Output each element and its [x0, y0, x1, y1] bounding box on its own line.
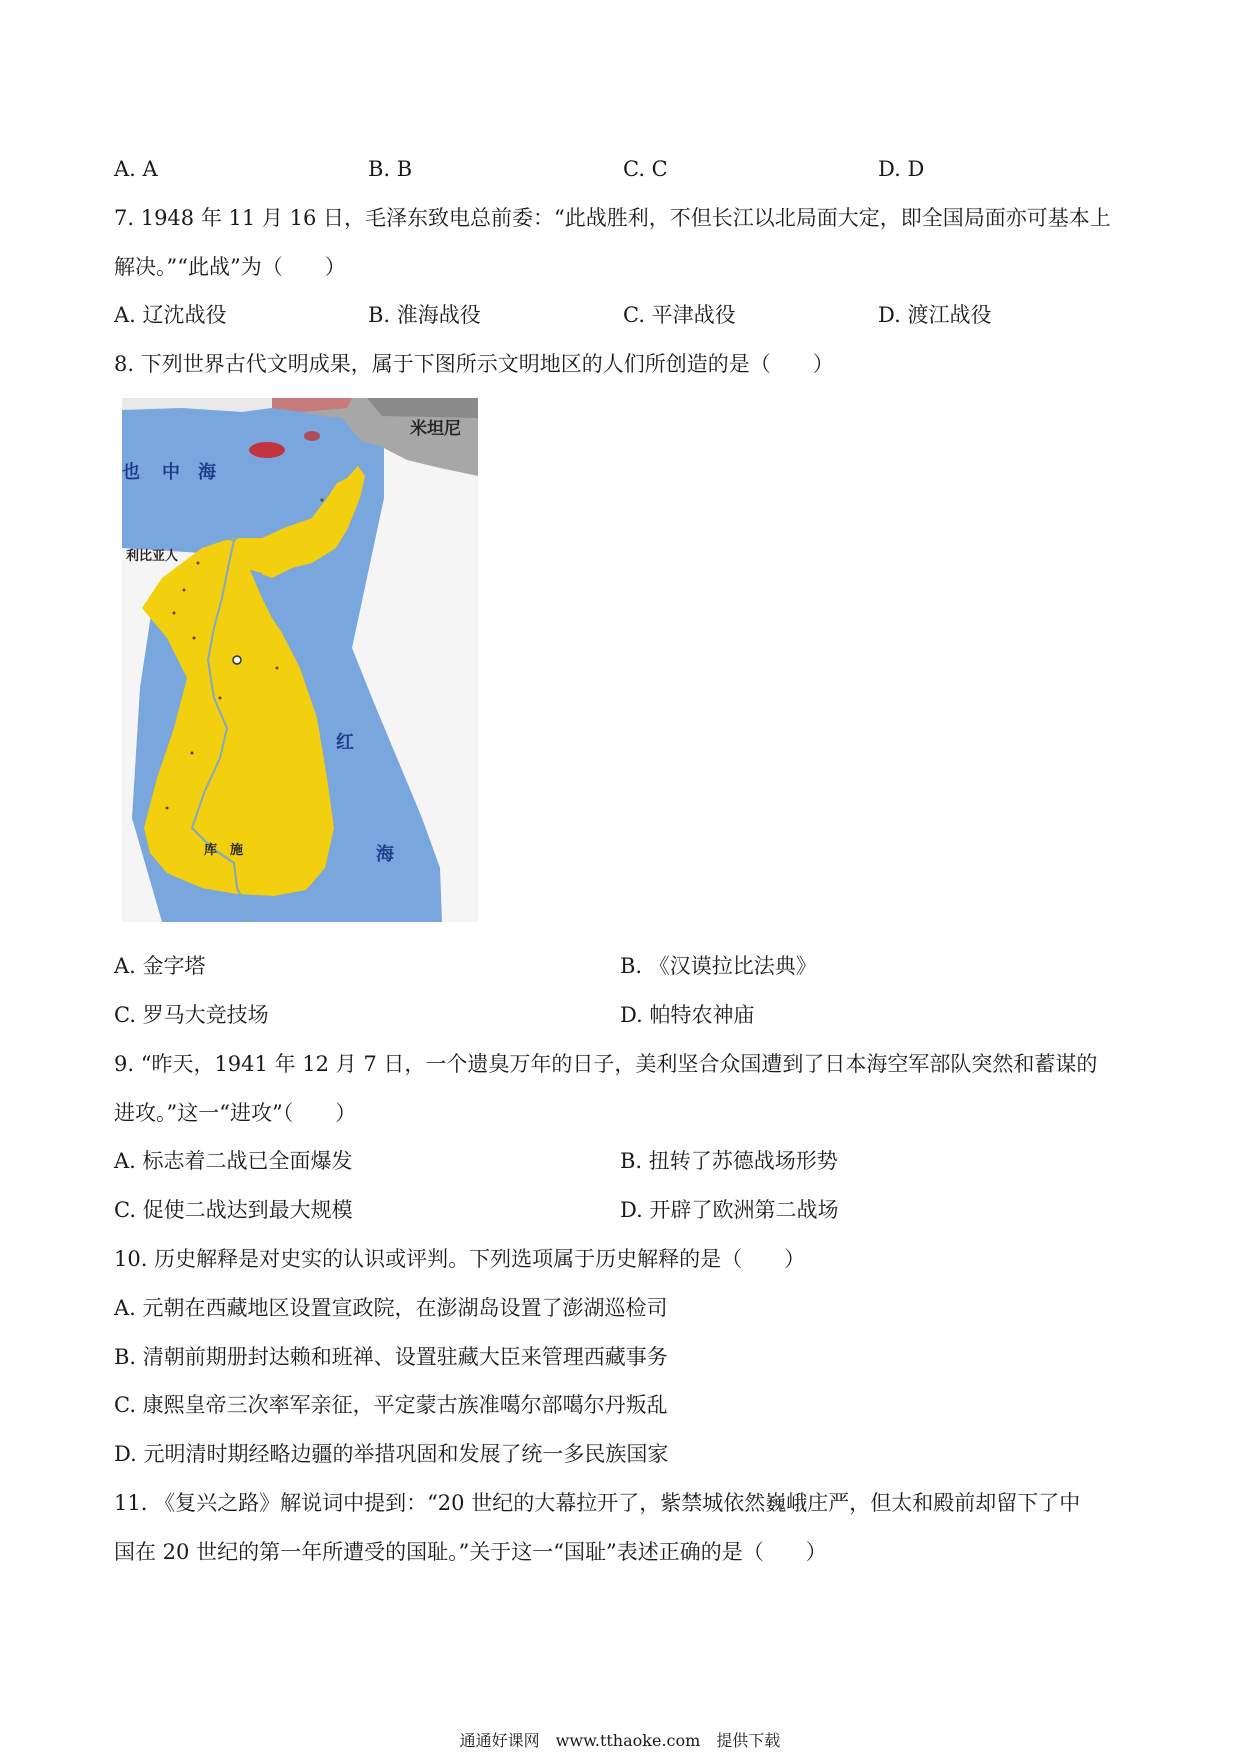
q7-option-c: C. 平津战役: [623, 303, 736, 327]
q11-stem-line1: 11. 《复兴之路》解说词中提到：“20 世纪的大幕拉开了，紫禁城依然巍峨庄严，但太和殿前却留下了中: [114, 1491, 1081, 1515]
q6-option-d: D. D: [878, 157, 925, 181]
q10-stem: 10. 历史解释是对史实的认识或评判。下列选项属于历史解释的是（ ）: [114, 1247, 806, 1271]
map-label-kush: 库 施: [204, 843, 244, 858]
q7-stem-line1: 7. 1948 年 11 月 16 日，毛泽东致电总前委：“此战胜利，不但长江以北局面大定，即全国局面亦可基本上: [114, 206, 1111, 230]
map-label-libya: 利比亚人: [126, 549, 179, 564]
page-footer: 通通好课网 www.tthaoke.com 提供下载: [459, 1731, 781, 1750]
q10-option-c: C. 康熙皇帝三次率军亲征，平定蒙古族准噶尔部噶尔丹叛乱: [114, 1393, 668, 1417]
q7-option-a: A. 辽沈战役: [114, 303, 227, 327]
q9-option-b: B. 扭转了苏德战场形势: [620, 1149, 838, 1173]
q8-option-a: A. 金字塔: [114, 954, 206, 978]
q10-option-a: A. 元朝在西藏地区设置宣政院，在澎湖岛设置了澎湖巡检司: [114, 1296, 668, 1320]
q9-option-c: C. 促使二战达到最大规模: [114, 1198, 353, 1222]
map-label-mediterranean-prefix: 也: [122, 462, 140, 483]
q9-stem-line2: 进攻。”这一“进攻”（ ）: [114, 1101, 357, 1125]
map-label-red-sea-1: 红: [336, 732, 354, 753]
q7-option-b: B. 淮海战役: [368, 303, 481, 327]
q8-option-b: B. 《汉谟拉比法典》: [620, 954, 817, 978]
q10-option-d: D. 元明清时期经略边疆的举措巩固和发展了统一多民族国家: [114, 1442, 669, 1466]
q8-stem: 8. 下列世界古代文明成果，属于下图所示文明地区的人们所创造的是（ ）: [114, 352, 834, 376]
ancient-egypt-map: [122, 398, 478, 922]
capital-marker: [233, 656, 241, 664]
map-label-red-sea-2: 海: [376, 844, 394, 865]
q6-option-b: B. B: [368, 157, 413, 181]
map-label-mediterranean: 中 海: [162, 462, 216, 483]
q11-stem-line2: 国在 20 世纪的第一年所遭受的国耻。”关于这一“国耻”表述正确的是（ ）: [114, 1540, 827, 1564]
q9-stem-line1: 9. “昨天，1941 年 12 月 7 日，一个遗臭万年的日子，美利坚合众国遭到了日本海空军部队突然和蓄谋的: [114, 1052, 1098, 1076]
cyprus: [249, 442, 285, 458]
q9-option-d: D. 开辟了欧洲第二战场: [620, 1198, 839, 1222]
q6-option-c: C. C: [623, 157, 668, 181]
q8-option-d: D. 帕特农神庙: [620, 1003, 755, 1027]
map-label-mitanni: 米坦尼: [410, 419, 461, 439]
q10-option-b: B. 清朝前期册封达赖和班禅、设置驻藏大臣来管理西藏事务: [114, 1345, 668, 1369]
q7-stem-line2: 解决。”“此战”为（ ）: [114, 255, 346, 279]
q7-option-d: D. 渡江战役: [878, 303, 992, 327]
q9-option-a: A. 标志着二战已全面爆发: [114, 1149, 353, 1173]
q8-option-c: C. 罗马大竞技场: [114, 1003, 269, 1027]
q6-option-a: A. A: [114, 157, 158, 181]
